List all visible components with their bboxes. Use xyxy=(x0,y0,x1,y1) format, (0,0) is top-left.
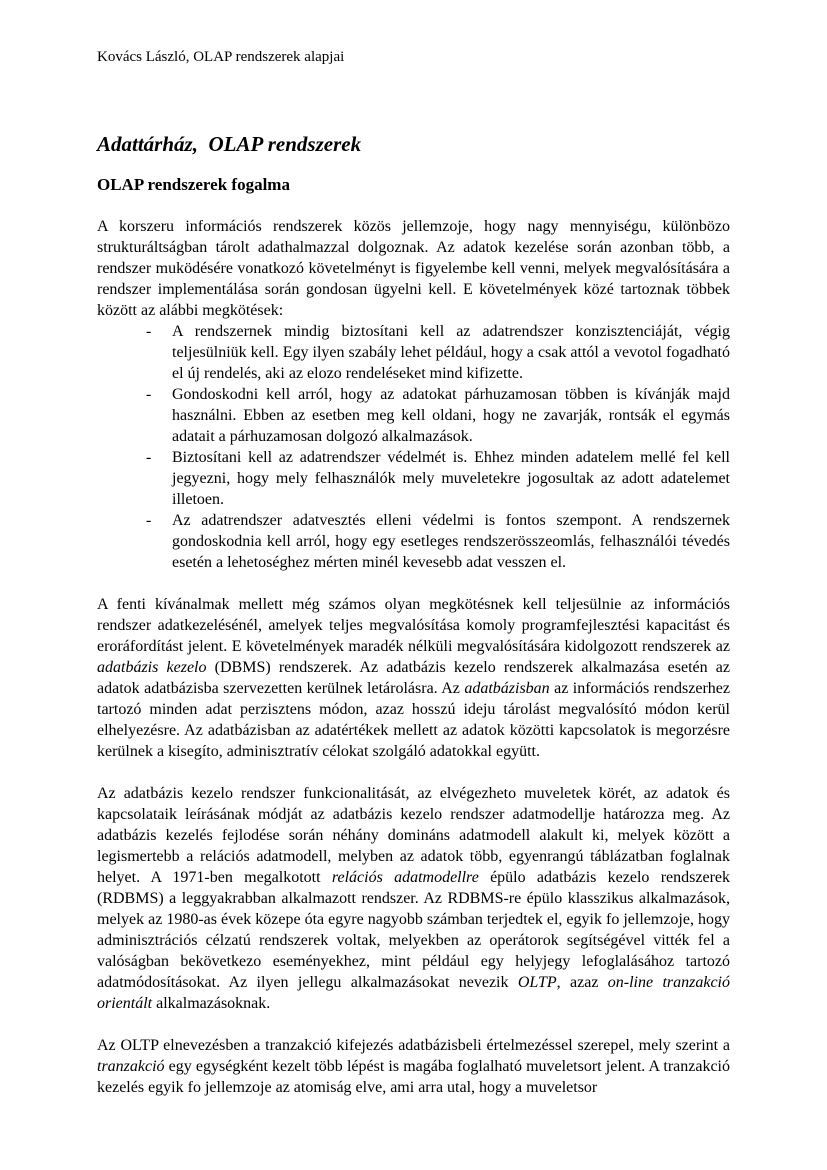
paragraph-dbms: A fenti kívánalmak mellett még számos olyan megkötésnek kell teljesülnie az információs rendszer adatkezelésénél, amelyek teljes megvalósítása komoly programfejlesztési kapacitást és eroráfordítást jelent. E követelmények maradék nélküli megvalósítására kidolgozott rendszerek az adatbázis kezelo (DBMS) rendszerek. Az adatbázis kezelo rendszerek alkalmazása esetén az adatok adatbázisba szervezetten kerülnek letárolásra. Az adatbázisban az információs rendszerhez tartozó minden adat perzisztens módon, azaz hosszú ideju tárolást megvalósító módon kerül elhelyezésre. Az adatbázisban az adatértékek mellett az adatok közötti kapcsolatok is megorzésre kerülnek a kisegíto, adminisztratív célokat szolgáló adatokkal együtt. xyxy=(97,596,731,760)
bullet-list xyxy=(97,321,730,573)
list-item-text: Biztosítani kell az adatrendszer védelmét is. Ehhez minden adatelem mellé fel kell jegyezni, hogy mely felhasználók mely muveletekre jogosultak az adott adatelemet illetoen. xyxy=(172,449,730,508)
list-item-text: A rendszernek mindig biztosítani kell az adatrendszer konzisztenciáját, végig teljesülniük kell. Egy ilyen szabály lehet például, hogy a csak attól a vevotol fogadható el új rendelés, aki az elozo rendeléseket mind kifizette. xyxy=(172,323,730,382)
list-item-text: Az adatrendszer adatvesztés elleni védelmi is fontos szempont. A rendszernek gondoskodnia kell arról, hogy egy esetleges rendszerösszeomlás, felhasználói tévedés esetén a lehetoséghez mérten minél kevesebb adat vesszen el. xyxy=(172,512,730,571)
list-item-concurrency xyxy=(97,384,730,447)
section-heading: OLAP rendszerek fogalma xyxy=(97,175,290,194)
running-header: Kovács László, OLAP rendszerek alapjai xyxy=(97,49,345,65)
bullet-marker: - xyxy=(146,386,152,403)
paragraph-transaction: Az OLTP elnevezésben a tranzakció kifejezés adatbázisbeli értelmezéssel szerepel, mely szerint a tranzakció egy egységként kezelt több lépést is magába foglalható muveletsort jelent. A tranzakció kezelés egyik fo jellemzoje az atomiság elve, ami arra utal, hogy a muveletsor xyxy=(97,1037,730,1096)
list-item-text: Gondoskodni kell arról, hogy az adatokat párhuzamosan többen is kívánják majd használni. Ebben az esetben meg kell oldani, hogy ne zavarják, rontsák el egymás adatait a párhuzamosan dolgozó alkalmazások. xyxy=(172,386,730,445)
list-item-consistency xyxy=(97,321,730,384)
list-item-security xyxy=(97,447,730,510)
bullet-marker: - xyxy=(146,512,152,529)
paragraph-rdbms-oltp: Az adatbázis kezelo rendszer funkcionalitását, az elvégezheto muveletek körét, az adatok és kapcsolataik leírásának módját az adatbázis kezelo rendszer adatmodellje határozza meg. Az adatbázis kezelés fejlodése során néhány domináns adatmodell alakult ki, melyek között a legismertebb a relációs adatmodell, melyben az adatok több, egyenrangú táblázatban foglalnak helyet. A 1971-ben megalkotott relációs adatmodellre épülo adatbázis kezelo rendszerek (RDBMS) a leggyakrabban alkalmazott rendszer. Az RDBMS-re épülo klasszikus alkalmazások, melyek az 1980-as évek közepe óta egyre nagyobb számban terjedtek el, egyik fo jellemzoje, hogy adminisztrációs célzatú rendszerek voltak, melyekben az operátorok segítségével vitték fel a valóságban bekövetkezo eseményekhez, mint például egy helyjegy lefoglalásához tartozó adatmódosításokat. Az ilyen jellegu alkalmazásokat nevezik OLTP, azaz on-line tranzakció orientált alkalmazásoknak. xyxy=(97,785,730,1012)
paragraph-requirements-intro: A korszeru információs rendszerek közös jellemzoje, hogy nagy mennyiségu, különbözo strukturáltságban tárolt adathalmazzal dolgoznak. Az adatok kezelése során azonban több, a rendszer muködésére vonatkozó követelményt is figyelembe kell venni, melyek megvalósítására a rendszer implementálása során gondosan ügyelni kell. E követelmények közé tartoznak többek között az alábbi megkötések: xyxy=(97,218,730,319)
page-title: Adattárház, OLAP rendszerek xyxy=(97,132,362,156)
list-item-data-loss xyxy=(97,510,730,573)
bullet-marker: - xyxy=(146,323,152,340)
bullet-marker: - xyxy=(146,449,152,466)
